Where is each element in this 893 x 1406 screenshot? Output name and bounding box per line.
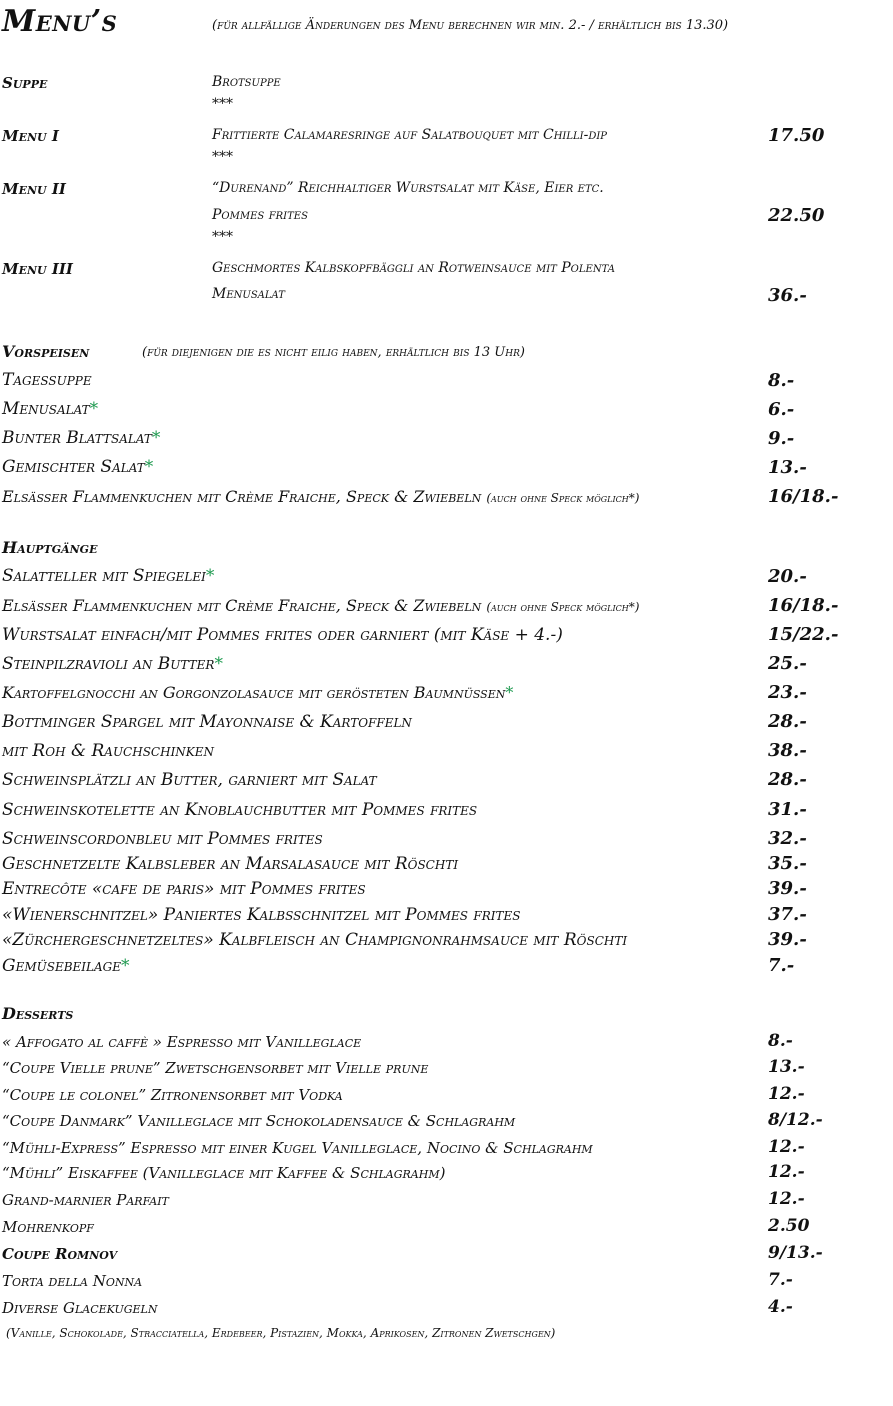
list-item: “Mühli” Eiskaffee (Vanilleglace mit Kaffee & Schlagrahm) (2, 1164, 446, 1182)
item-name: Tagessuppe (2, 370, 92, 390)
star-marker: * (151, 428, 161, 448)
item-price: 15/22.- (768, 624, 839, 645)
list-item: “Coupe Danmark” Vanilleglace mit Schokoladensauce & Schlagrahm (2, 1112, 516, 1130)
glace-flavours-note: (Vanille, Schokolade, Stracciatella, Erdebeer, Pistazien, Mokka, Aprikosen, Zitronen Zwetschgen) (6, 1326, 556, 1340)
item-price: 8.- (768, 370, 795, 391)
list-item (2, 930, 627, 950)
list-item: Grand-marnier Parfait (2, 1191, 169, 1209)
list-item (2, 829, 323, 849)
list-item (2, 654, 223, 674)
item-price: 6.- (768, 399, 795, 420)
menu-label-1: Menu I (2, 127, 59, 145)
item-price: 25.- (768, 653, 807, 674)
item-price: 32.- (768, 828, 807, 849)
item-extra: (auch ohne Speck möglich*) (486, 600, 640, 614)
list-item (2, 596, 639, 615)
item-price: 12.- (768, 1084, 805, 1104)
list-item: “Mühli-Express” Espresso mit einer Kugel Vanilleglace, Nocino & Schlagrahm (2, 1139, 593, 1157)
item-name: Menusalat (2, 399, 90, 419)
item-price: 13.- (768, 457, 807, 478)
item-price: 2.50 (768, 1216, 810, 1236)
list-item: “Coupe le colonel” Zitronensorbet mit Vodka (2, 1086, 343, 1104)
item-price: 28.- (768, 769, 807, 790)
list-item (2, 566, 214, 586)
item-price: 16/18.- (768, 486, 839, 507)
menu-label-3: Menu III (2, 260, 73, 278)
list-item (2, 854, 458, 874)
item-name: Schweinscordonbleu mit Pommes frites (2, 829, 323, 849)
menu-desc: Menusalat (212, 286, 285, 302)
section-heading-vorspeisen: Vorspeisen (2, 342, 90, 361)
item-name: Wurstsalat einfach/mit Pommes frites oder garniert (mit Käse + 4.-) (2, 625, 563, 645)
item-name: Schweinsplätzli an Butter, garniert mit Salat (2, 770, 377, 790)
item-price: 12.- (768, 1137, 805, 1157)
item-price: 35.- (768, 853, 807, 874)
list-item (2, 370, 92, 390)
menu-price: 17.50 (768, 125, 825, 146)
item-price: 7.- (768, 955, 795, 976)
item-name: Geschnetzelte Kalbsleber an Marsalasauce mit Röschti (2, 854, 459, 874)
list-item (2, 905, 520, 925)
menu-separator: *** (212, 149, 233, 165)
list-item (2, 683, 513, 702)
item-name: Bunter Blattsalat (2, 428, 152, 448)
menu-desc: Frittierte Calamaresringe auf Salatbouquet mit Chilli-dip (212, 127, 608, 143)
vorspeisen-note: (für diejenigen die es nicht eilig haben, erhältlich bis 13 Uhr) (142, 345, 525, 360)
item-name: Kartoffelgnocchi an Gorgonzolasauce mit gerösteten Baumnüssen (2, 683, 506, 702)
menu-desc: Pommes frites (212, 207, 308, 223)
list-item (2, 879, 366, 899)
item-name: Gemüsebeilage (2, 956, 122, 976)
item-name: Bottminger Spargel mit Mayonnaise & Kartoffeln (2, 712, 412, 732)
list-item (2, 399, 98, 419)
list-item: « Affogato al caffè » Espresso mit Vanilleglace (2, 1033, 362, 1051)
item-price: 39.- (768, 929, 807, 950)
item-name: «Wienerschnitzel» Paniertes Kalbsschnitzel mit Pommes frites (2, 905, 521, 925)
item-price: 9/13.- (768, 1243, 823, 1263)
list-item (2, 487, 639, 506)
menu-desc: Geschmortes Kalbskopfbäggli an Rotweinsauce mit Polenta (212, 260, 615, 276)
item-price: 9.- (768, 428, 795, 449)
menu-label-2: Menu II (2, 180, 66, 198)
item-price: 28.- (768, 711, 807, 732)
list-item (2, 770, 377, 790)
star-marker: * (121, 956, 130, 976)
item-price: 23.- (768, 682, 807, 703)
menu-label-suppe: Suppe (2, 74, 48, 92)
star-marker: * (505, 683, 514, 702)
item-price: 7.- (768, 1270, 793, 1290)
item-name: Gemischter Salat (2, 457, 145, 477)
item-name: Elsässer Flammenkuchen mit Crème Fraiche, Speck & Zwiebeln (2, 596, 482, 615)
item-price: 38.- (768, 740, 807, 761)
title-note: (für allfällige Änderungen des Menu berechnen wir min. 2.- / erhältlich bis 13.30) (212, 18, 729, 33)
list-item: “Coupe Vielle prune” Zwetschgensorbet mit Vielle prune (2, 1059, 429, 1077)
list-item (2, 457, 153, 477)
list-item (2, 741, 214, 761)
item-extra: (auch ohne Speck möglich*) (486, 491, 640, 505)
list-item: Mohrenkopf (2, 1218, 94, 1236)
item-price: 4.- (768, 1297, 793, 1317)
item-price: 37.- (768, 904, 807, 925)
list-item (2, 625, 563, 645)
menu-price: 36.- (768, 285, 807, 306)
item-price: 12.- (768, 1162, 805, 1182)
menu-desc: Brotsuppe (212, 74, 281, 90)
item-name: Salatteller mit Spiegelei (2, 566, 206, 586)
item-price: 20.- (768, 566, 807, 587)
list-item (2, 428, 160, 448)
item-name: «Zürchergeschnetzeltes» Kalbfleisch an Champignonrahmsauce mit Röschti (2, 930, 628, 950)
list-item (2, 712, 412, 732)
item-name: Steinpilzravioli an Butter (2, 654, 215, 674)
menu-separator: *** (212, 96, 233, 112)
section-heading-desserts: Desserts (2, 1004, 74, 1023)
page-title: Menu’s (2, 4, 118, 39)
section-heading-hauptgaenge: Hauptgänge (2, 538, 98, 557)
item-name: Elsässer Flammenkuchen mit Crème Fraiche, Speck & Zwiebeln (2, 487, 482, 506)
star-marker: * (89, 399, 99, 419)
list-item: Torta della Nonna (2, 1272, 143, 1290)
star-marker: * (144, 457, 154, 477)
list-item: Coupe Romnov (2, 1245, 118, 1263)
item-price: 12.- (768, 1189, 805, 1209)
list-item: Diverse Glacekugeln (2, 1299, 158, 1317)
item-price: 39.- (768, 878, 807, 899)
list-item (2, 800, 477, 820)
item-name: Schweinskotelette an Knoblauchbutter mit Pommes frites (2, 800, 478, 820)
item-name: Entrecôte «cafe de paris» mit Pommes frites (2, 879, 366, 899)
star-marker: * (214, 654, 223, 674)
menu-separator: *** (212, 229, 233, 245)
list-item (2, 956, 130, 976)
menu-price: 22.50 (768, 205, 825, 226)
item-price: 8/12.- (768, 1110, 823, 1130)
menu-desc: “Durenand” Reichhaltiger Wurstsalat mit Käse, Eier etc. (212, 180, 604, 196)
star-marker: * (205, 566, 215, 586)
item-name: mit Roh & Rauchschinken (2, 741, 215, 761)
item-price: 13.- (768, 1057, 805, 1077)
item-price: 31.- (768, 799, 807, 820)
item-price: 8.- (768, 1031, 793, 1051)
item-price: 16/18.- (768, 595, 839, 616)
